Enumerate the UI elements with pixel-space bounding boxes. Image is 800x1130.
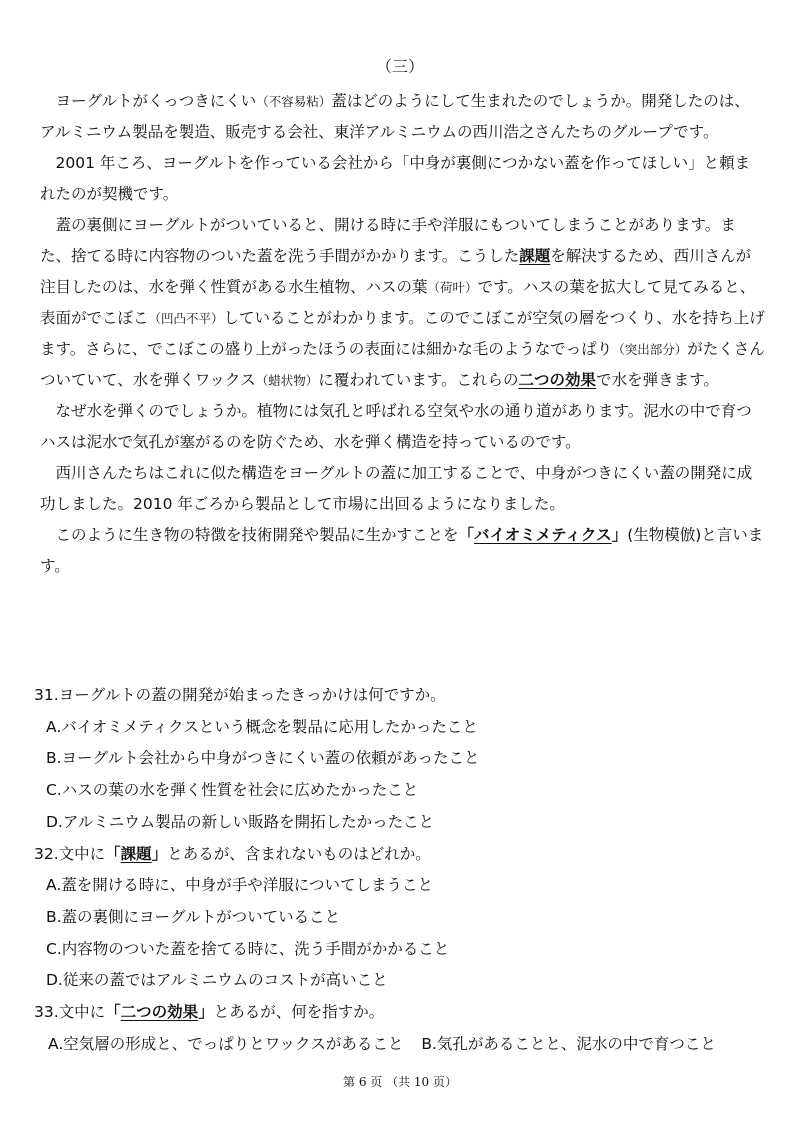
gloss-lazhuang: （蜡状物）: [255, 373, 319, 388]
p3-text-g: で水を弾きます。: [596, 371, 719, 389]
page-footer: 第 6 页 （共 10 页）: [343, 1075, 457, 1089]
q32-quote-open: 「: [105, 844, 121, 863]
p1-gloss: （不容易粘）: [256, 94, 332, 109]
question-31-option-d[interactable]: D.アルミニウム製品の新しい販路を開拓したかったこと: [46, 812, 435, 831]
p6-quote-close: 」: [611, 526, 628, 544]
p3-text-d: していることがわかります。このでこぼこが空気の層をつくり、水を持ち上げます。さらに、でこぼこの盛り上がったほうの表面には細かな毛のようなでっぱり: [40, 309, 765, 358]
question-32-option-a[interactable]: A.蓋を開ける時に、中身が手や洋服についてしまうこと: [46, 876, 433, 895]
q32-stem-b: とあるが、含まれないものはどれか。: [167, 844, 431, 863]
q33-stem-b: とあるが、何を指すか。: [213, 1003, 385, 1022]
p3-text-b: を解決するため、西川さんが注目したのは、水を弾く性質がある水生植物、ハスの葉: [40, 247, 752, 296]
keyword-two-effects: 二つの効果: [518, 371, 597, 389]
question-33-options-row: [34, 1029, 774, 1061]
p1-text-a: ヨーグルトがくっつきにくい: [55, 92, 257, 110]
keyword-biomimetics: バイオミメティクス: [474, 526, 612, 544]
question-32-stem: [34, 839, 774, 871]
section-title: （三）: [375, 57, 424, 76]
question-31-option-c[interactable]: C.ハスの葉の水を弾く性質を社会に広めたかったこと: [46, 781, 419, 800]
gloss-heye: （荷叶）: [427, 280, 478, 295]
question-33-stem: [34, 997, 774, 1029]
keyword-kadai: 課題: [519, 247, 551, 265]
question-31-option-a[interactable]: A.バイオミメティクスという概念を製品に応用したかったこと: [46, 717, 478, 736]
p6-quote-open: 「: [458, 526, 475, 544]
p6-text-a: このように生き物の特徴を技術開発や製品に生かすことを: [55, 526, 459, 544]
q32-quote-close: 」: [151, 844, 168, 863]
q33-stem-a: 33.文中に: [34, 1003, 106, 1022]
question-33-option-b[interactable]: B.気孔があることと、泥水の中で育つこと: [421, 1034, 716, 1053]
q33-quote-open: 「: [105, 1003, 121, 1022]
passage-paragraph-3: [40, 210, 765, 396]
q33-quote-close: 」: [198, 1003, 214, 1022]
p3-text-e: がたくさんついていて、水を弾くワックス: [40, 340, 765, 389]
question-33-option-a[interactable]: A.空気層の形成と、でっぱりとワックスがあること: [48, 1034, 404, 1053]
passage-paragraph-1: [40, 86, 765, 148]
p3-text-f: に覆われています。これらの: [318, 371, 519, 389]
reading-passage: [40, 86, 765, 582]
gloss-aotu: （凹凸不平）: [148, 311, 224, 326]
passage-paragraph-2: 2001 年ころ、ヨーグルトを作っている会社から「中身が裏側につかない蓋を作ってほしい」と頼まれたのが契機です。: [40, 154, 751, 203]
passage-paragraph-4: なぜ水を弾くのでしょうか。植物には気孔と呼ばれる空気や水の通り道があります。泥水の中で育つハスは泥水で気孔が塞がるのを防ぐため、水を弾く構造を持っているのです。: [40, 402, 752, 451]
question-31-stem: 31.ヨーグルトの蓋の開発が始まったきっかけは何ですか。: [34, 686, 446, 704]
passage-paragraph-6: [40, 520, 765, 582]
p3-text-c: です。ハスの葉を拡大して見てみると、表面がでこぼこ: [40, 278, 756, 327]
question-32-option-d[interactable]: D.従来の蓋ではアルミニウムのコストが高いこと: [46, 971, 388, 990]
question-32-option-b[interactable]: B.蓋の裏側にヨーグルトがついていること: [46, 907, 341, 926]
q33-keyword: 二つの効果: [120, 1003, 199, 1022]
question-list: [34, 680, 774, 1060]
q32-stem-a: 32.文中に: [34, 844, 106, 863]
q32-keyword: 課題: [120, 844, 152, 863]
p1-text-c: 蓋はどのようにして生まれたのでしょうか。開発したのは、アルミニウム製品を製造、販売する会社、東洋アルミニウムの西川浩之さんたちのグループです。: [40, 92, 750, 141]
passage-paragraph-5: 西川さんたちはこれに似た構造をヨーグルトの蓋に加工することで、中身がつきにくい蓋の開発に成功しました。2010 年ごろから製品として市場に出回るようになりました。: [40, 464, 753, 513]
option-spacer: [403, 1029, 421, 1061]
p6-text-b: (生物模倣)と言います。: [40, 526, 764, 575]
gloss-tuchu: （突出部分）: [612, 342, 688, 357]
question-31-option-b[interactable]: B.ヨーグルト会社から中身がつきにくい蓋の依頼があったこと: [46, 749, 480, 768]
p3-text-a: 蓋の裏側にヨーグルトがついていると、開ける時に手や洋服にもついてしまうことがあります。また、捨てる時に内容物のついた蓋を洗う手間がかかります。こうした: [40, 216, 736, 265]
question-32-option-c[interactable]: C.内容物のついた蓋を捨てる時に、洗う手間がかかること: [46, 939, 450, 958]
